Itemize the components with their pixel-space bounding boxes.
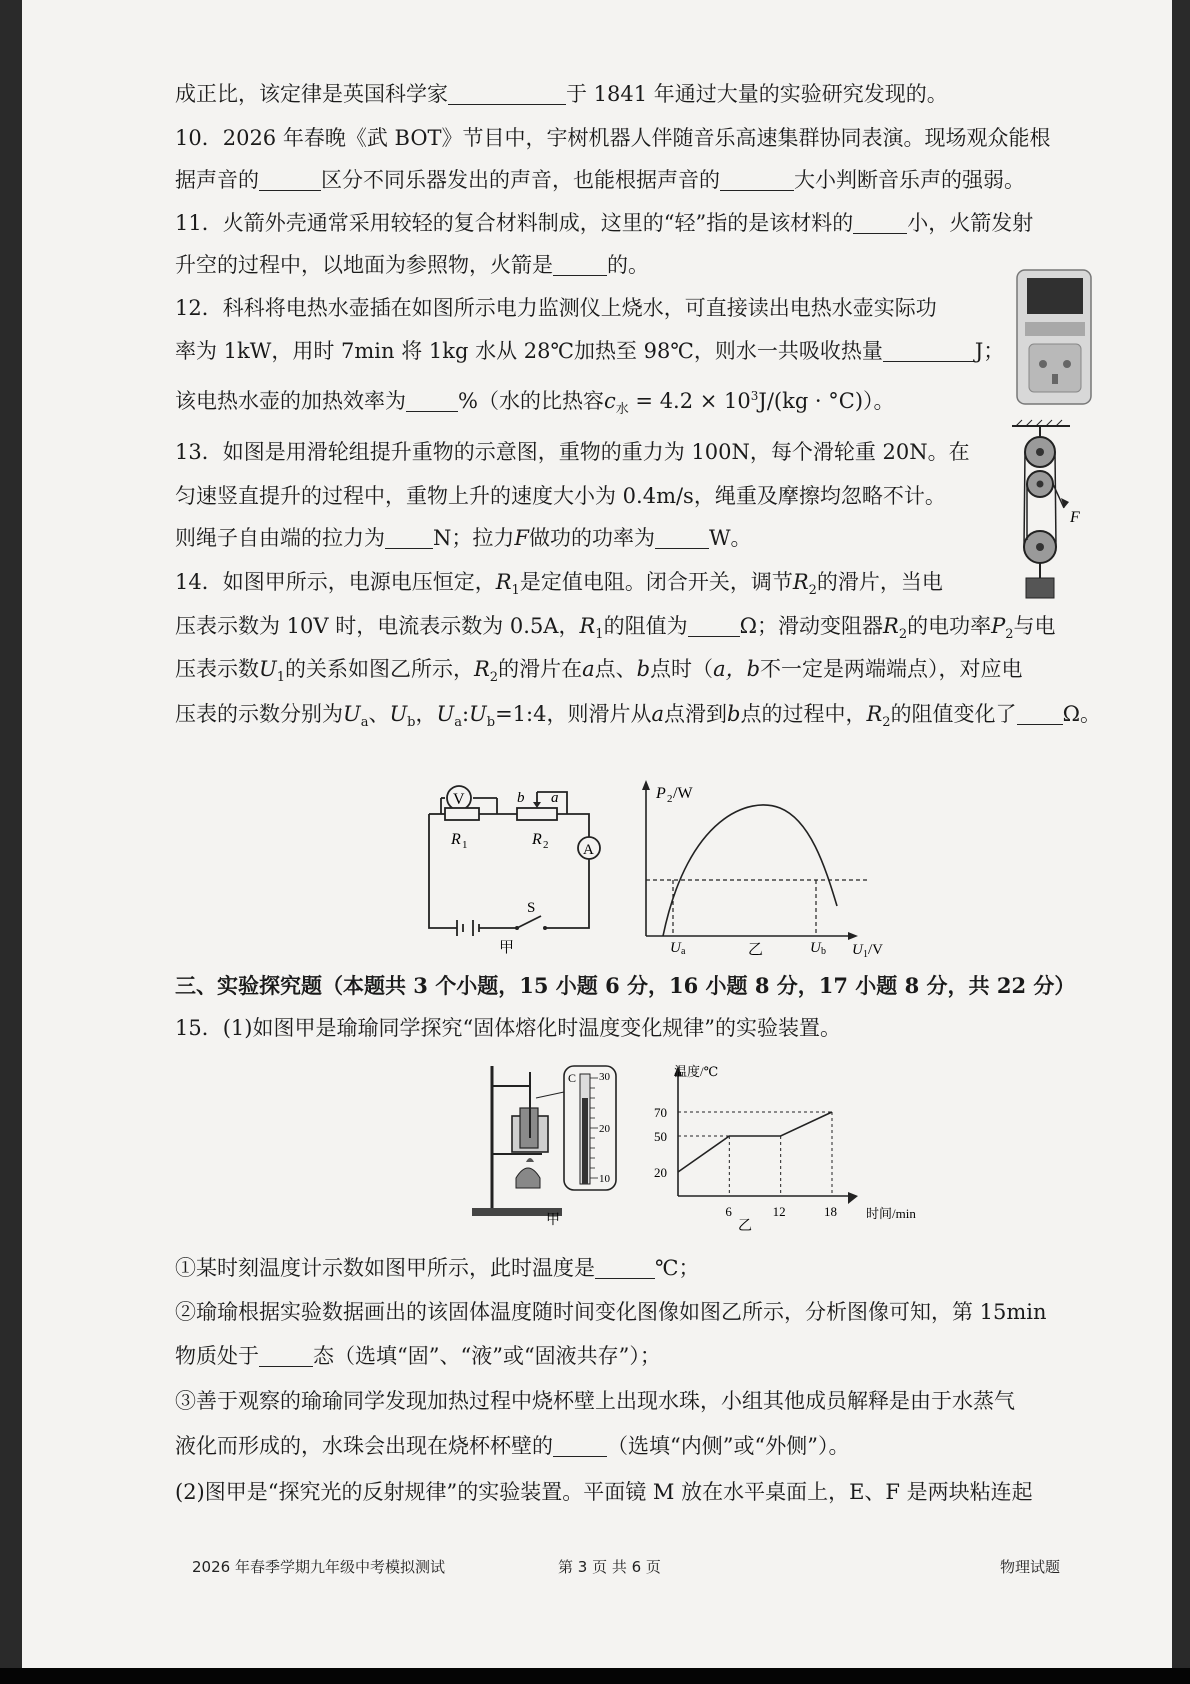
symbol-R: R [866, 702, 883, 726]
Ub-tick-sub: b [821, 946, 826, 957]
question-15-part-2-line-2 [175, 1342, 661, 1370]
subscript: 2 [1005, 627, 1014, 643]
device-screen [1027, 278, 1083, 314]
text: J/(kg · °C)）。 [758, 389, 895, 413]
question-12-line-1 [175, 294, 937, 322]
thermometer-tick-20: 20 [599, 1123, 610, 1135]
symbol-R: R [495, 570, 512, 594]
question-15-line-1 [175, 1014, 841, 1042]
symbol-a: a [582, 657, 595, 681]
text: 态（选填“固”、“液”或“固液共存”）； [313, 1344, 661, 1368]
question-11-line-2 [175, 251, 649, 279]
question-15-part-4 [175, 1478, 1033, 1506]
question-14-line-1 [175, 568, 943, 605]
answer-blank[interactable] [688, 616, 740, 637]
question-14-line-4 [175, 700, 1101, 737]
R1-label-sub: 1 [462, 839, 468, 851]
text: %（水的比热容 [458, 389, 604, 413]
pulley-axle [1036, 543, 1044, 551]
circuit-diagram [417, 778, 627, 956]
text: 、 [368, 702, 390, 726]
text: 点的过程中， [740, 702, 867, 726]
text: 则绳子自由端的拉力为 [175, 526, 385, 550]
subscript: b [407, 715, 416, 731]
text: 据声音的 [175, 168, 259, 192]
text: 11．火箭外壳通常采用较轻的复合材料制成，这里的“轻”指的是该材料的 [175, 211, 854, 235]
text: 的关系如图乙所示， [284, 657, 474, 681]
switch-S [517, 916, 541, 928]
answer-blank[interactable] [385, 528, 433, 549]
thermometer-unit: C [568, 1071, 577, 1085]
question-12-line-3 [175, 382, 895, 424]
text: 10．2026 年春晚《武 BOT》节目中，宇树机器人伴随音乐高速集群协同表演。现场观众能根 [175, 126, 1051, 150]
text: 15．(1)如图甲是瑜瑜同学探究“固体熔化时温度变化规律”的实验装置。 [175, 1016, 841, 1040]
text: 压表示数 [175, 657, 259, 681]
subscript: a [454, 715, 462, 731]
x-axis-arrow [848, 932, 858, 940]
text: 的滑片，当电 [816, 570, 943, 594]
text: 液化而形成的，水珠会出现在烧杯杯壁的 [175, 1434, 553, 1458]
answer-blank[interactable] [259, 170, 321, 191]
switch-contact [515, 926, 519, 930]
text: 物质处于 [175, 1344, 259, 1368]
R2-label-sub: 2 [543, 839, 549, 851]
subscript: 1 [276, 670, 285, 686]
symbol-U: U [259, 657, 277, 681]
x-axis-arrow [848, 1192, 858, 1204]
point-b-label: b [517, 790, 525, 806]
text: : [461, 702, 470, 726]
text: 匀速竖直提升的过程中，重物上升的速度大小为 0.4m/s，绳重及摩擦均忽略不计。 [175, 484, 946, 508]
zoom-line [536, 1092, 564, 1098]
answer-blank[interactable] [406, 391, 458, 412]
text: 13．如图是用滑轮组提升重物的示意图，重物的重力为 100N，每个滑轮重 20N。在 [175, 440, 970, 464]
question-15-part-2-line-1 [175, 1298, 1047, 1326]
symbol-U: U [436, 702, 455, 726]
x-tick-6: 6 [725, 1204, 732, 1219]
text-line [175, 80, 948, 108]
text: N；拉力 [433, 526, 515, 550]
text: 于 1841 年通过大量的实验研究发现的。 [566, 82, 948, 106]
thermometer-tick-10: 10 [599, 1173, 610, 1185]
y-axis-unit: /W [673, 785, 693, 802]
section-3-heading [175, 972, 1075, 1000]
text: ， [415, 702, 437, 726]
resistor-R1 [445, 808, 479, 820]
symbol-R: R [792, 570, 809, 594]
x-tick-18: 18 [824, 1204, 837, 1219]
voltmeter-label: V [453, 791, 465, 808]
symbol-c: c [603, 389, 616, 413]
text: (2)图甲是“探究光的反射规律”的实验装置。平面镜 M 放在水平桌面上，E、F 是两块粘连起 [175, 1480, 1033, 1504]
answer-blank[interactable] [553, 1436, 607, 1457]
melting-apparatus-figure [468, 1058, 648, 1228]
pulley-axle [1036, 448, 1044, 456]
socket-hole [1052, 374, 1058, 384]
text: 的滑片在 [498, 657, 583, 681]
subscript: 2 [808, 583, 817, 599]
guide-lines [678, 1112, 832, 1196]
answer-blank[interactable] [1017, 704, 1063, 725]
text: 压表的示数分别为 [175, 702, 343, 726]
x-tick-12: 12 [772, 1204, 786, 1219]
question-15-part-1 [175, 1254, 700, 1282]
question-13-line-2 [175, 482, 946, 510]
y-tick-20: 20 [654, 1165, 667, 1180]
temperature-curve [678, 1112, 832, 1172]
answer-blank[interactable] [720, 170, 794, 191]
Ub-tick-label: U [810, 940, 821, 956]
subscript: 2 [489, 670, 499, 686]
symbol-b: b [727, 702, 741, 726]
text: 点时（ [650, 657, 714, 681]
alcohol-lamp [516, 1168, 540, 1188]
question-13-line-3 [175, 524, 752, 552]
switch-label: S [527, 900, 536, 916]
text: 做功的功率为 [528, 526, 655, 550]
text: （选填“内侧”或“外侧”）。 [607, 1434, 850, 1458]
subscript: 2 [898, 627, 908, 643]
question-10-line-1 [175, 124, 1051, 152]
y-tick-50: 50 [654, 1129, 667, 1144]
question-13-line-1 [175, 438, 970, 466]
question-11-line-1 [175, 209, 1033, 237]
pulley-system-figure [1012, 420, 1102, 620]
answer-blank[interactable] [853, 213, 907, 234]
rheostat-R2 [517, 808, 557, 820]
power-curve [663, 805, 837, 936]
power-monitor-figure [1015, 268, 1095, 408]
socket-hole [1039, 360, 1047, 368]
question-12-line-2 [175, 337, 1004, 365]
text: 的电功率 [907, 614, 992, 638]
subscript: 2 [882, 715, 891, 731]
text: 不一定是两端端点），对应电 [760, 657, 1023, 681]
footer-right: 物理试题 [1000, 1558, 1061, 1576]
x-axis-label: U [852, 942, 863, 958]
socket-hole [1063, 360, 1071, 368]
text: 率为 1kW，用时 7min 将 1kg 水从 28℃加热至 98℃，则水一共吸收热量 [175, 339, 883, 363]
text: J； [974, 339, 1005, 363]
text: ②瑜瑜根据实验数据画出的该固体温度随时间变化图像如图乙所示，分析图像可知，第 15min [175, 1300, 1047, 1324]
text: 12．科科将电热水壶插在如图所示电力监测仪上烧水，可直接读出电热水壶实际功 [175, 296, 937, 320]
R2-label: R [532, 831, 542, 848]
text: 14．如图甲所示，电源电压恒定， [175, 570, 496, 594]
symbol-ab: a，b [713, 657, 761, 681]
x-axis-label-sub: 1 [863, 949, 868, 960]
y-axis-arrow [642, 780, 650, 790]
weight-block [1026, 578, 1054, 598]
figure-label-jia: 甲 [546, 1213, 560, 1228]
text: Ω；滑动变阻器 [739, 614, 883, 638]
text: 与电 [1013, 614, 1056, 638]
slider-arrow [533, 802, 541, 808]
symbol-R: R [473, 657, 490, 681]
text: ③善于观察的瑜瑜同学发现加热过程中烧杯壁上出现水珠，小组其他成员解释是由于水蒸气 [175, 1389, 1015, 1413]
question-10-line-2 [175, 166, 1025, 194]
text: ，则滑片从 [546, 702, 652, 726]
subscript: a [360, 715, 369, 731]
footer-left: 2026 年春季学期九年级中考模拟测试 [192, 1558, 445, 1576]
text: 点滑到 [664, 702, 728, 726]
text: 小，火箭发射 [907, 211, 1034, 235]
temperature-time-graph [654, 1060, 916, 1236]
text: 三、实验探究题（本题共 3 个小题，15 小题 6 分，16 小题 8 分，17 小题 8 分，共 22 分） [175, 973, 1076, 998]
text: Ω。 [1062, 702, 1101, 726]
text: 压表示数为 10V 时，电流表示数为 0.5A， [175, 614, 580, 638]
answer-blank[interactable] [883, 341, 975, 362]
symbol-P: P [991, 614, 1006, 638]
ammeter-label: A [583, 842, 594, 858]
text: 大小判断音乐声的强弱。 [794, 168, 1025, 192]
figure-label-jia: 甲 [499, 940, 515, 956]
force-label-F: F [1070, 509, 1080, 526]
symbol-U: U [389, 702, 408, 726]
point-a-label: a [551, 790, 559, 806]
text: = 4.2 × 10 [628, 389, 751, 413]
x-axis-unit: /V [868, 942, 883, 958]
bottom-edge [0, 1668, 1190, 1684]
text: 是定值电阻。闭合开关，调节 [519, 570, 793, 594]
device-buttons [1025, 322, 1085, 336]
answer-blank[interactable] [595, 1258, 655, 1279]
text: =1:4 [495, 702, 547, 726]
y-axis-label: 温度/℃ [674, 1064, 719, 1079]
symbol-U: U [469, 702, 487, 726]
subscript: 水 [615, 402, 629, 418]
text: 的。 [607, 253, 649, 277]
mercury-column [582, 1098, 588, 1184]
thermometer-tick-30: 30 [599, 1071, 610, 1083]
text: 的阻值为 [603, 614, 688, 638]
question-14-line-2 [175, 612, 1056, 649]
text: W。 [708, 526, 752, 550]
y-axis-label: P [656, 785, 666, 802]
answer-blank[interactable] [655, 528, 709, 549]
answer-blank[interactable] [448, 84, 566, 105]
text: 区分不同乐器发出的声音，也能根据声音的 [321, 168, 720, 192]
question-15-part-3-line-1 [175, 1387, 1015, 1415]
pulley-axle [1037, 481, 1044, 488]
symbol-a: a [651, 702, 665, 726]
R1-label: R [451, 831, 461, 848]
figure-label-yi: 乙 [748, 942, 764, 958]
question-14-line-3 [175, 655, 1023, 692]
subscript: b [486, 715, 496, 731]
text: ℃； [655, 1256, 700, 1280]
answer-blank[interactable] [259, 1346, 313, 1367]
superscript: 3 [750, 389, 759, 403]
symbol-R: R [579, 614, 596, 638]
symbol-U: U [343, 702, 361, 726]
answer-blank[interactable] [553, 255, 607, 276]
symbol-b: b [636, 657, 651, 681]
footer-page-number: 第 3 页 共 6 页 [558, 1558, 661, 1576]
switch-contact [543, 926, 547, 930]
symbol-R: R [883, 614, 899, 638]
p2-u1-graph [630, 776, 900, 960]
x-axis-label: 时间/min [866, 1206, 916, 1221]
figure-label-yi: 乙 [738, 1219, 752, 1234]
question-15-part-3-line-2 [175, 1432, 849, 1460]
text: ①某时刻温度计示数如图甲所示，此时温度是 [175, 1256, 595, 1280]
y-axis-label-sub: 2 [667, 793, 673, 805]
symbol-F: F [514, 526, 529, 550]
socket-panel [1029, 344, 1081, 392]
battery [457, 920, 479, 936]
text: 成正比，该定律是英国科学家 [175, 82, 448, 106]
y-tick-70: 70 [654, 1105, 667, 1120]
subscript: 1 [511, 583, 520, 599]
flame [526, 1158, 534, 1162]
text: 的阻值变化了 [890, 702, 1017, 726]
Ua-tick-label: U [670, 940, 681, 956]
text: 该电热水壶的加热效率为 [175, 389, 406, 413]
Ua-tick-sub: a [681, 946, 686, 957]
subscript: 1 [595, 627, 604, 643]
text: 点、 [594, 657, 637, 681]
exam-page [22, 0, 1172, 1668]
text: 升空的过程中，以地面为参照物，火箭是 [175, 253, 553, 277]
